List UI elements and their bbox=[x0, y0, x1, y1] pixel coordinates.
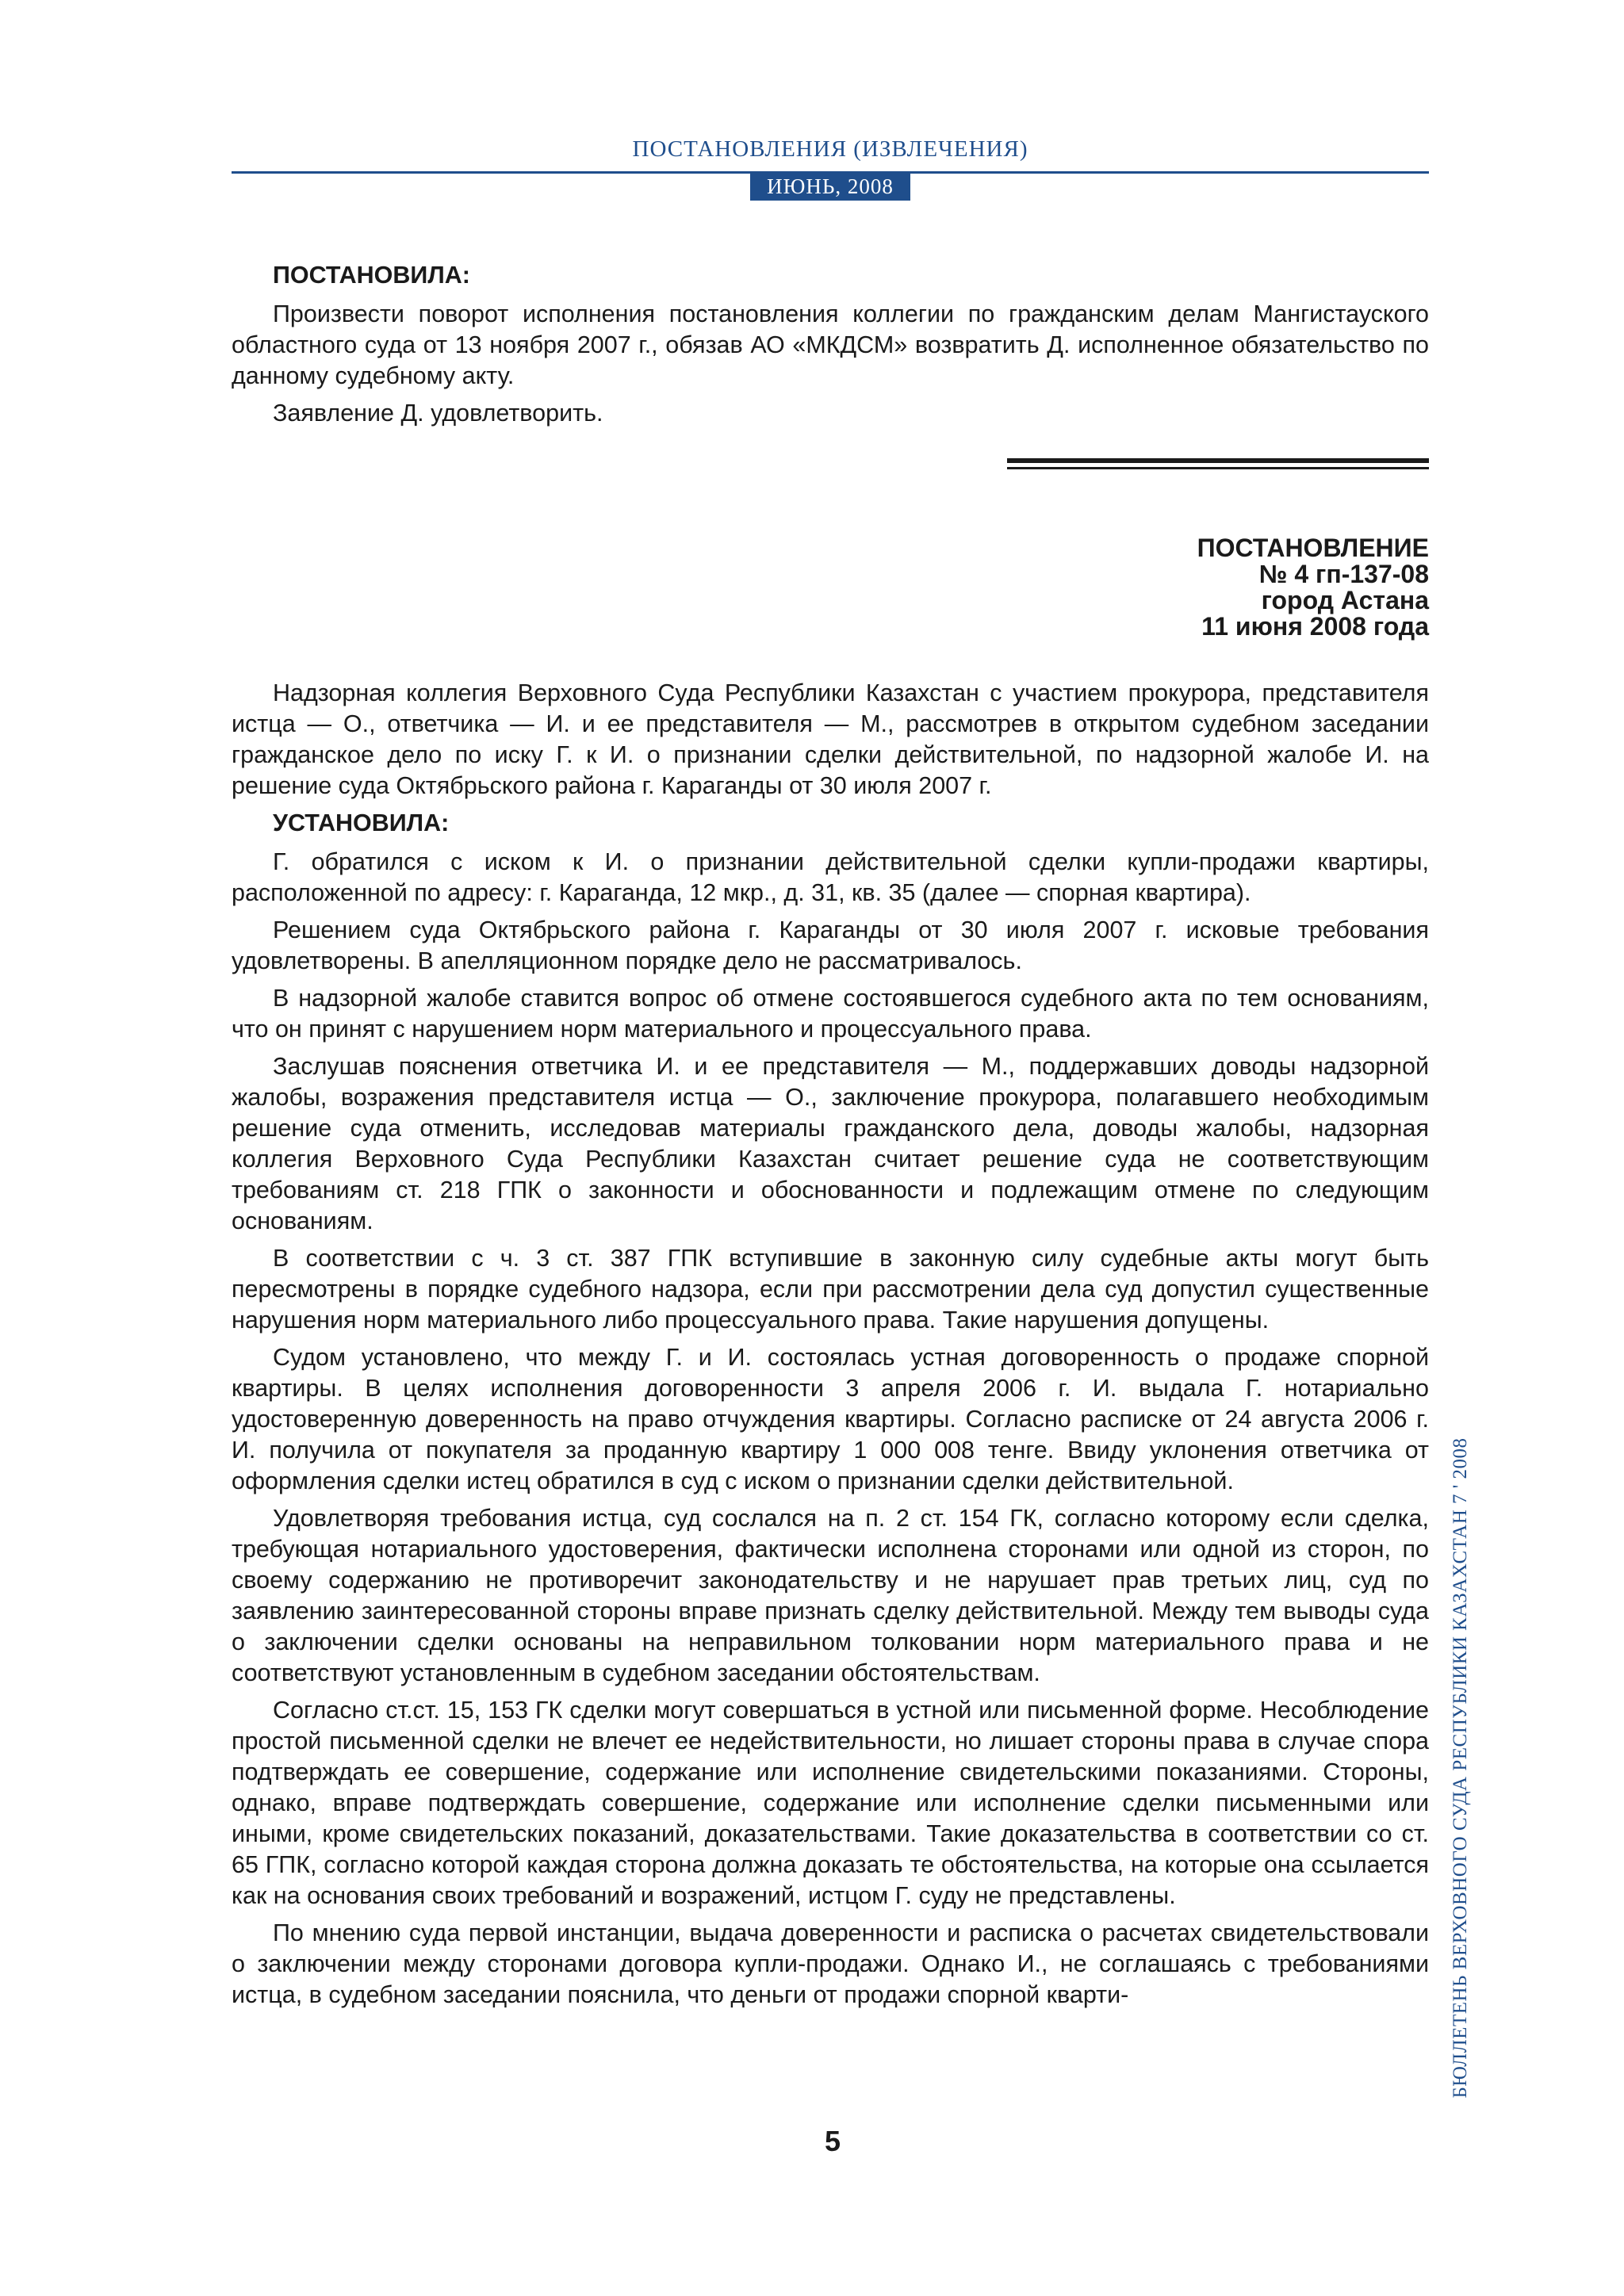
paragraph: Г. обратился с иском к И. о признании действительной сделки купли-продажи квартиры, расположенной по адресу: г. Караганда, 12 мкр., д. 31, кв. 35 (далее — спорная квартира). bbox=[232, 848, 1429, 906]
section-postanovila bbox=[232, 260, 1429, 435]
paragraph: Судом установлено, что между Г. и И. состоялась устная договоренность о продаже спорной квартиры. В целях исполнения договоренности 3 апреля 2006 г. И. выдала Г. нотариально удостоверенную доверенность на право отчуждения квартиры. Согласно расписке от 24 августа 2006 г. И. получила от покупателя за проданную квартиру 1 000 008 тенге. Ввиду уклонения ответчика от оформления сделки истец обратился в суд с иском о признании сделки действительной. bbox=[232, 1344, 1429, 1494]
main-body bbox=[232, 678, 1429, 2017]
section-heading: УСТАНОВИЛА: bbox=[273, 809, 450, 836]
paragraph: Заслушав пояснения ответчика И. и ее представителя — М., поддержавших доводы надзорной жалобы, возражения представителя истца — О., заключение прокурора, полагавшего необходимым решение суда отменить, исследовав материалы гражданского дела, доводы жалобы, надзорная коллегия Верховного Суда Республики Казахстан считает решение суда не соответствующим требованиям ст. 218 ГПК о законности и обоснованности и подлежащим отмене по следующим основаниям. bbox=[232, 1053, 1429, 1234]
section-heading: ПОСТАНОВИЛА: bbox=[273, 262, 470, 289]
document-city: город Астана bbox=[1261, 586, 1429, 614]
running-header-date: ИЮНЬ, 2008 bbox=[750, 172, 910, 201]
paragraph: По мнению суда первой инстанции, выдача доверенности и расписка о расчетах свидетельствовали о заключении между сторонами договора купли-продажи. Однако И., не соглашаясь с требованиями истца, в судебном заседании пояснила, что деньги от продажи спорной кварти- bbox=[232, 1919, 1429, 2008]
paragraph: Согласно ст.ст. 15, 153 ГК сделки могут совершаться в устной или письменной форме. Несоблюдение простой письменной сделки не влечет ее недействительности, но лишает стороны права в случае спора подтверждать ее совершение, содержание или исполнение свидетельскими показаниями. Стороны, однако, вправе подтверждать совершение, содержание или исполнение сделки письменными или иными, кроме свидетельских показаний, доказательствами. Такие доказательства в соответствии со ст. 65 ГПК, согласно которой каждая сторона должна доказать те обстоятельства, на которые она ссылается как на основания своих требований и возражений, истцом Г. суду не представлены. bbox=[232, 1697, 1429, 1909]
paragraph: В надзорной жалобе ставится вопрос об отмене состоявшегося судебного акта по тем основаниям, что он принят с нарушением норм материального и процессуального права. bbox=[232, 985, 1429, 1043]
page-number: 5 bbox=[824, 2125, 841, 2157]
paragraph: Удовлетворяя требования истца, суд сослался на п. 2 ст. 154 ГК, согласно которому если сделка, требующая нотариального удостоверения, фактически исполнена сторонами или одной из сторон, по своему содержанию не противоречит законодательству и не нарушает прав третьих лиц, суд по заявлению заинтересованной стороны вправе признать сделку действительной. Между тем выводы суда о заключении сделки основаны на неправильном толковании норм материального права и не соответствуют установленным в судебном заседании обстоятельствам. bbox=[232, 1505, 1429, 1686]
section-separator bbox=[1007, 458, 1429, 463]
section-separator bbox=[1007, 467, 1429, 469]
paragraph: Решением суда Октябрьского района г. Караганды от 30 июля 2007 г. исковые требования удовлетворены. В апелляционном порядке дело не рассматривалось. bbox=[232, 916, 1429, 974]
document-date: 11 июня 2008 года bbox=[1201, 612, 1429, 641]
paragraph: В соответствии с ч. 3 ст. 387 ГПК вступившие в законную силу судебные акты могут быть пересмотрены в порядке судебного надзора, если при рассмотрении дела суд допустил существенные нарушения норм материального либо процессуального права. Такие нарушения допущены. bbox=[232, 1245, 1429, 1334]
document-title-block bbox=[872, 535, 1429, 640]
paragraph: Произвести поворот исполнения постановления коллегии по гражданским делам Мангистауского областного суда от 13 ноября 2007 г., обязав АО «МКДСМ» возвратить Д. исполненное обязательство по данному судебному акту. bbox=[232, 300, 1429, 389]
sidebar-journal-title: БЮЛЛЕТЕНЬ ВЕРХОВНОГО СУДА РЕСПУБЛИКИ КАЗАХСТАН 7 ' 2008 bbox=[1450, 1437, 1471, 2099]
document-number: № 4 гп-137-08 bbox=[1258, 560, 1429, 588]
document-title: ПОСТАНОВЛЕНИЕ bbox=[1197, 534, 1429, 562]
paragraph: Заявление Д. удовлетворить. bbox=[273, 400, 603, 427]
intro-paragraph: Надзорная коллегия Верховного Суда Республики Казахстан с участием прокурора, представителя истца — О., ответчика — И. и ее представителя — М., рассмотрев в открытом судебном заседании гражданское дело по иску Г. к И. о признании сделки действительной, по надзорной жалобе И. на решение суда Октябрьского района г. Караганды от 30 июля 2007 г. bbox=[232, 679, 1429, 799]
running-header-title: ПОСТАНОВЛЕНИЯ (ИЗВЛЕЧЕНИЯ) bbox=[632, 136, 1028, 162]
